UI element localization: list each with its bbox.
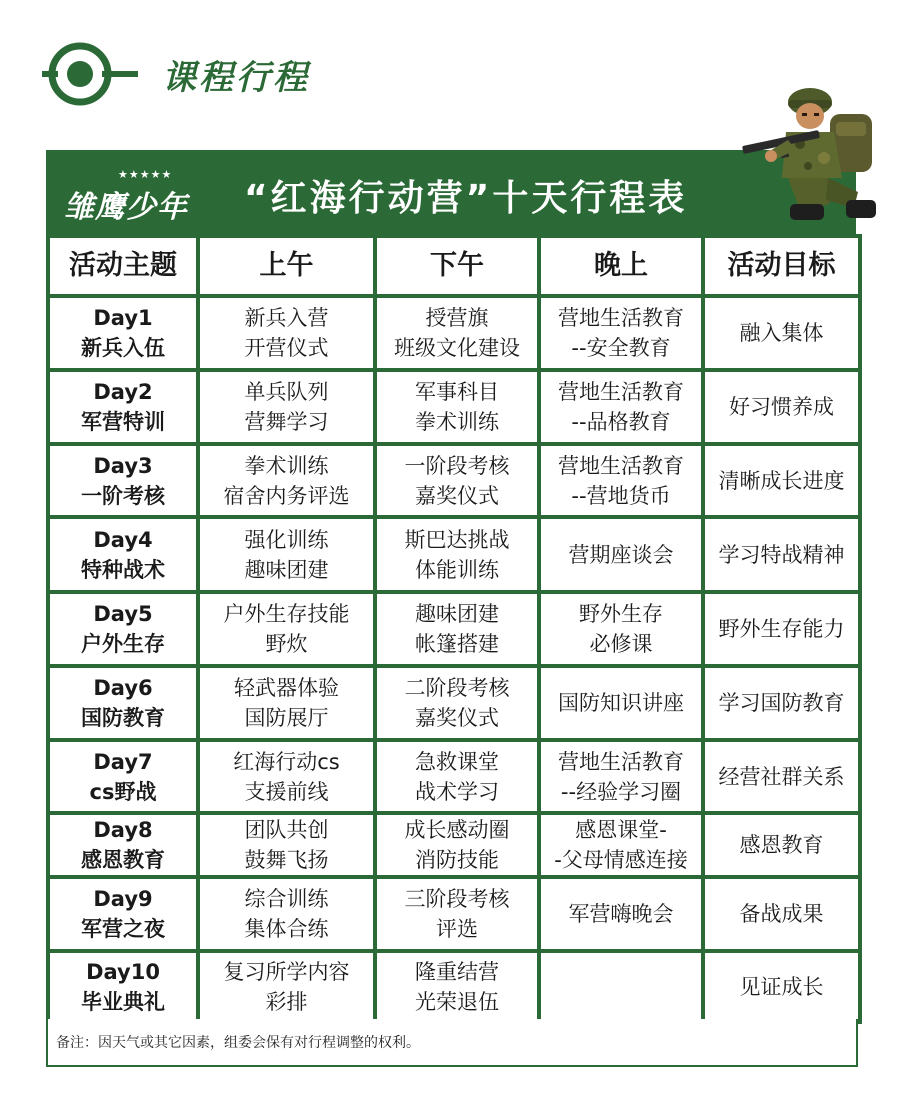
afternoon-line: 评选 [436, 917, 478, 941]
table-row [50, 446, 858, 515]
cell-goal [705, 594, 858, 664]
cell-morning [200, 519, 373, 590]
evening-line: 营地生活教育 [558, 749, 684, 774]
evening-line: -父母情感连接 [554, 848, 688, 872]
evening-line: 营期座谈会 [568, 542, 674, 567]
morning-line: 鼓舞飞扬 [244, 848, 329, 872]
morning-line: 轻武器体验 [234, 676, 339, 700]
afternoon-line: 战术学习 [415, 779, 499, 804]
cell-afternoon [377, 298, 537, 368]
cell-goal [705, 446, 858, 515]
cell-day-theme [50, 742, 196, 811]
evening-line: 营地生活教育 [558, 380, 684, 404]
morning-line: 复习所学内容 [223, 959, 350, 984]
cell-evening [541, 372, 701, 442]
cell-evening [541, 519, 701, 590]
theme-label: 军营之夜 [81, 917, 165, 941]
cell-morning [200, 594, 373, 664]
afternoon-line: 嘉奖仪式 [415, 483, 499, 508]
table-row [50, 953, 858, 1020]
cell-evening [541, 668, 701, 738]
afternoon-line: 成长感动圈 [404, 818, 510, 842]
cell-evening [541, 594, 701, 664]
morning-line: 集体合练 [244, 917, 329, 941]
goal-line: 学习特战精神 [718, 542, 845, 567]
theme-label: 军营特训 [81, 410, 165, 434]
morning-line: 野炊 [265, 632, 308, 656]
morning-line: 开营仪式 [244, 336, 329, 360]
theme-label: 特种战术 [81, 557, 165, 582]
cell-goal [705, 668, 858, 738]
cell-afternoon [377, 879, 537, 949]
afternoon-line: 斯巴达挑战 [404, 527, 510, 552]
theme-label: 新兵入伍 [81, 336, 165, 360]
afternoon-line: 趣味团建 [415, 602, 499, 626]
theme-label: 国防教育 [81, 706, 165, 730]
table-body [50, 298, 858, 1020]
header-theme: 活动主题 [50, 238, 196, 294]
table-header-row [50, 238, 858, 294]
schedule-title: “红海行动营”十天行程表 [244, 178, 688, 219]
cell-evening [541, 879, 701, 949]
goal-line: 清晰成长进度 [718, 468, 845, 493]
cell-morning [200, 446, 373, 515]
afternoon-line: 授营旗 [425, 306, 489, 330]
day-label: Day3 [93, 453, 153, 478]
afternoon-line: 隆重结营 [415, 959, 499, 984]
header-afternoon: 下午 [377, 238, 537, 294]
cell-day-theme [50, 953, 196, 1020]
evening-line: 营地生活教育 [558, 306, 684, 330]
brand-name: 雏鹰少年 [64, 190, 188, 225]
header-goal: 活动目标 [705, 238, 858, 294]
goal-line: 融入集体 [739, 321, 824, 345]
morning-line: 宿舍内务评选 [223, 483, 350, 508]
evening-line: 国防知识讲座 [558, 691, 684, 715]
morning-line: 支援前线 [244, 779, 329, 804]
day-label: Day2 [93, 380, 153, 404]
schedule-table [46, 234, 862, 1024]
evening-line: 军营嗨晚会 [568, 902, 674, 926]
cell-goal [705, 742, 858, 811]
evening-line: 感恩课堂- [575, 818, 667, 842]
section-heading [42, 38, 310, 110]
header-morning: 上午 [200, 238, 373, 294]
cell-afternoon [377, 372, 537, 442]
cell-goal [705, 879, 858, 949]
afternoon-line: 军事科目 [415, 380, 499, 404]
afternoon-line: 急救课堂 [415, 749, 499, 774]
day-label: Day4 [93, 527, 153, 552]
evening-line: 必修课 [589, 632, 653, 656]
morning-line: 趣味团建 [244, 557, 329, 582]
cell-evening [541, 298, 701, 368]
morning-line: 户外生存技能 [223, 602, 350, 626]
morning-line: 拳术训练 [244, 453, 329, 478]
goal-line: 野外生存能力 [718, 617, 845, 641]
cell-day-theme [50, 594, 196, 664]
cell-evening [541, 953, 701, 1020]
cell-day-theme [50, 879, 196, 949]
goal-line: 见证成长 [739, 974, 824, 999]
cell-goal [705, 298, 858, 368]
table-row [50, 815, 858, 875]
schedule-grid [46, 234, 858, 1024]
cell-afternoon [377, 815, 537, 875]
day-label: Day1 [93, 306, 153, 330]
afternoon-line: 帐篷搭建 [415, 632, 499, 656]
cell-afternoon [377, 953, 537, 1020]
cell-day-theme [50, 298, 196, 368]
morning-line: 新兵入营 [244, 306, 329, 330]
cell-goal [705, 953, 858, 1020]
cell-afternoon [377, 594, 537, 664]
section-heading-text: 课程行程 [162, 57, 310, 98]
afternoon-line: 消防技能 [415, 848, 499, 872]
theme-label: 户外生存 [81, 632, 165, 656]
evening-line: 野外生存 [579, 602, 663, 626]
footnote: 备注：因天气或其它因素，组委会保有对行程调整的权利。 [46, 1019, 858, 1067]
day-label: Day5 [93, 602, 153, 626]
cell-day-theme [50, 519, 196, 590]
day-label: Day10 [86, 959, 160, 984]
table-row [50, 372, 858, 442]
cell-goal [705, 815, 858, 875]
table-row [50, 519, 858, 590]
theme-label: 一阶考核 [81, 483, 165, 508]
soldier-illustration [738, 80, 890, 232]
cell-afternoon [377, 668, 537, 738]
table-row [50, 594, 858, 664]
cell-goal [705, 519, 858, 590]
cell-afternoon [377, 742, 537, 811]
morning-line: 综合训练 [244, 887, 329, 911]
cell-morning [200, 298, 373, 368]
day-label: Day6 [93, 676, 153, 700]
cell-day-theme [50, 815, 196, 875]
cell-day-theme [50, 372, 196, 442]
header-evening: 晚上 [541, 238, 701, 294]
cell-evening [541, 742, 701, 811]
morning-line: 团队共创 [244, 818, 329, 842]
brand-stars: ★★★★★ [118, 168, 173, 181]
afternoon-line: 二阶段考核 [404, 676, 510, 700]
cell-day-theme [50, 668, 196, 738]
afternoon-line: 拳术训练 [415, 410, 499, 434]
evening-line: --经验学习圈 [560, 779, 682, 804]
goal-line: 经营社群关系 [718, 764, 845, 789]
theme-label: cs野战 [89, 779, 157, 804]
morning-line: 国防展厅 [244, 706, 329, 730]
table-row [50, 298, 858, 368]
cell-evening [541, 446, 701, 515]
cell-evening [541, 815, 701, 875]
evening-line: 营地生活教育 [558, 453, 684, 478]
afternoon-line: 三阶段考核 [404, 887, 510, 911]
schedule-banner [46, 150, 856, 234]
crosshair-icon [42, 38, 140, 110]
evening-line: --营地货币 [571, 483, 671, 508]
cell-morning [200, 742, 373, 811]
cell-afternoon [377, 446, 537, 515]
cell-morning [200, 668, 373, 738]
goal-line: 备战成果 [739, 902, 824, 926]
table-row [50, 879, 858, 949]
day-label: Day8 [93, 818, 153, 842]
table-row [50, 742, 858, 811]
morning-line: 彩排 [265, 989, 308, 1014]
morning-line: 单兵队列 [244, 380, 329, 404]
day-label: Day9 [93, 887, 153, 911]
morning-line: 营舞学习 [244, 410, 329, 434]
evening-line: --安全教育 [571, 336, 671, 360]
cell-morning [200, 815, 373, 875]
brand-logo [56, 168, 246, 224]
theme-label: 感恩教育 [81, 848, 165, 872]
cell-morning [200, 879, 373, 949]
afternoon-line: 一阶段考核 [404, 453, 510, 478]
afternoon-line: 光荣退伍 [415, 989, 499, 1014]
goal-line: 好习惯养成 [729, 395, 834, 419]
table-row [50, 668, 858, 738]
afternoon-line: 班级文化建设 [394, 336, 520, 360]
goal-line: 学习国防教育 [718, 691, 845, 715]
cell-goal [705, 372, 858, 442]
cell-afternoon [377, 519, 537, 590]
afternoon-line: 体能训练 [415, 557, 499, 582]
cell-morning [200, 372, 373, 442]
cell-day-theme [50, 446, 196, 515]
day-label: Day7 [93, 749, 153, 774]
evening-line: --品格教育 [571, 410, 671, 434]
afternoon-line: 嘉奖仪式 [415, 706, 499, 730]
cell-morning [200, 953, 373, 1020]
morning-line: 强化训练 [244, 527, 329, 552]
goal-line: 感恩教育 [739, 833, 824, 857]
theme-label: 毕业典礼 [81, 989, 165, 1014]
morning-line: 红海行动cs [233, 749, 340, 774]
